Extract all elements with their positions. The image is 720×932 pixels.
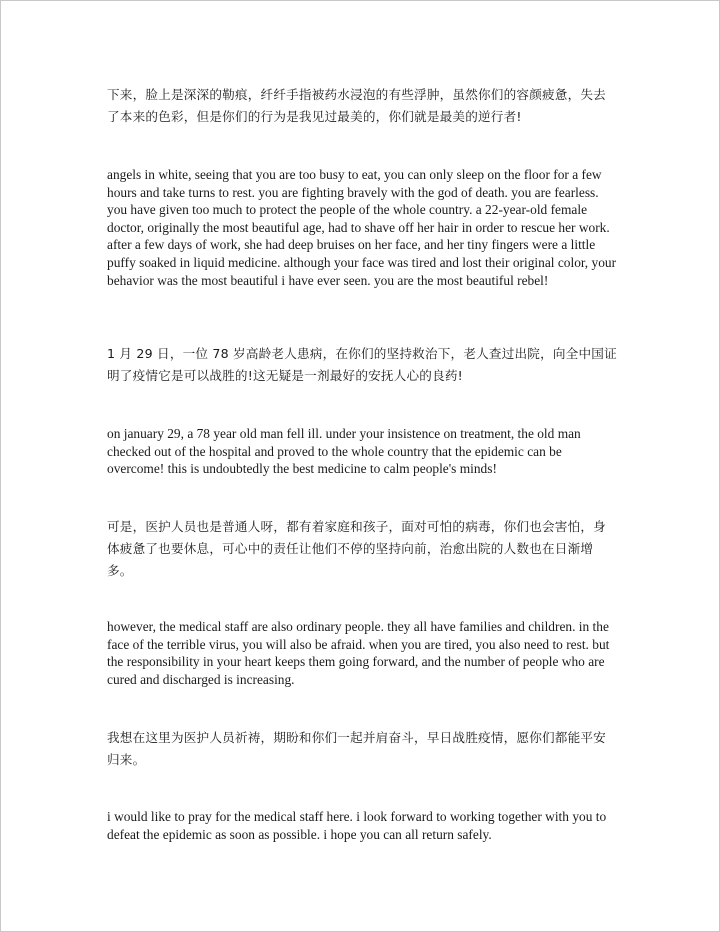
- paragraph-english-2: on january 29, a 78 year old man fell ill. under your insistence on treatment, the old man checked out of the hospital and proved to the whole country that the epidemic can be overcome! this is undoubtedly the best medicine to calm people's minds!: [107, 426, 581, 477]
- paragraph-english-1: angels in white, seeing that you are too busy to eat, you can only sleep on the floor for a few hours and take turns to rest. you are fighting bravely with the god of death. you are fearless. you have given too much to protect the people of the whole country. a 22-year-old female doctor, originally the most beautiful age, had to shave off her hair in order to rescue her work. after a few days of work, she had deep bruises on her face, and her tiny fingers were a little puffy soaked in liquid medicine. although your face was tired and lost their original color, your behavior was the most beautiful i have ever seen. you are the most beautiful rebel!: [107, 167, 617, 288]
- paragraph-chinese-4: 我想在这里为医护人员祈祷，期盼和你们一起并肩奋斗，早日战胜疫情，愿你们都能平安归来。: [107, 730, 606, 767]
- paragraph-english-4: i would like to pray for the medical staff here. i look forward to working together with you to defeat the epidemic as soon as possible. i hope you can all return safely.: [107, 809, 607, 842]
- paragraph-chinese-1: 下来，脸上是深深的勒痕，纤纤手指被药水浸泡的有些浮肿，虽然你们的容颜疲惫，失去了本来的色彩，但是你们的行为是我见过最美的，你们就是最美的逆行者!: [107, 87, 606, 124]
- paragraph-chinese-2: 1 月 29 日，一位 78 岁高龄老人患病，在你们的坚持救治下，老人查过出院，向全中国证明了疫情它是可以战胜的!这无疑是一剂最好的安抚人心的良药!: [107, 346, 617, 383]
- paragraph-english-3: however, the medical staff are also ordinary people. they all have families and children. in the face of the terrible virus, you will also be afraid. when you are tired, you also need to rest. but the responsibility in your heart keeps them going forward, and the number of people who are cured and discharged is increasing.: [107, 619, 610, 687]
- paragraph-chinese-3: 可是，医护人员也是普通人呀，都有着家庭和孩子，面对可怕的病毒，你们也会害怕，身体疲惫了也要休息，可心中的责任让他们不停的坚持向前，治愈出院的人数也在日渐增多。: [107, 519, 606, 578]
